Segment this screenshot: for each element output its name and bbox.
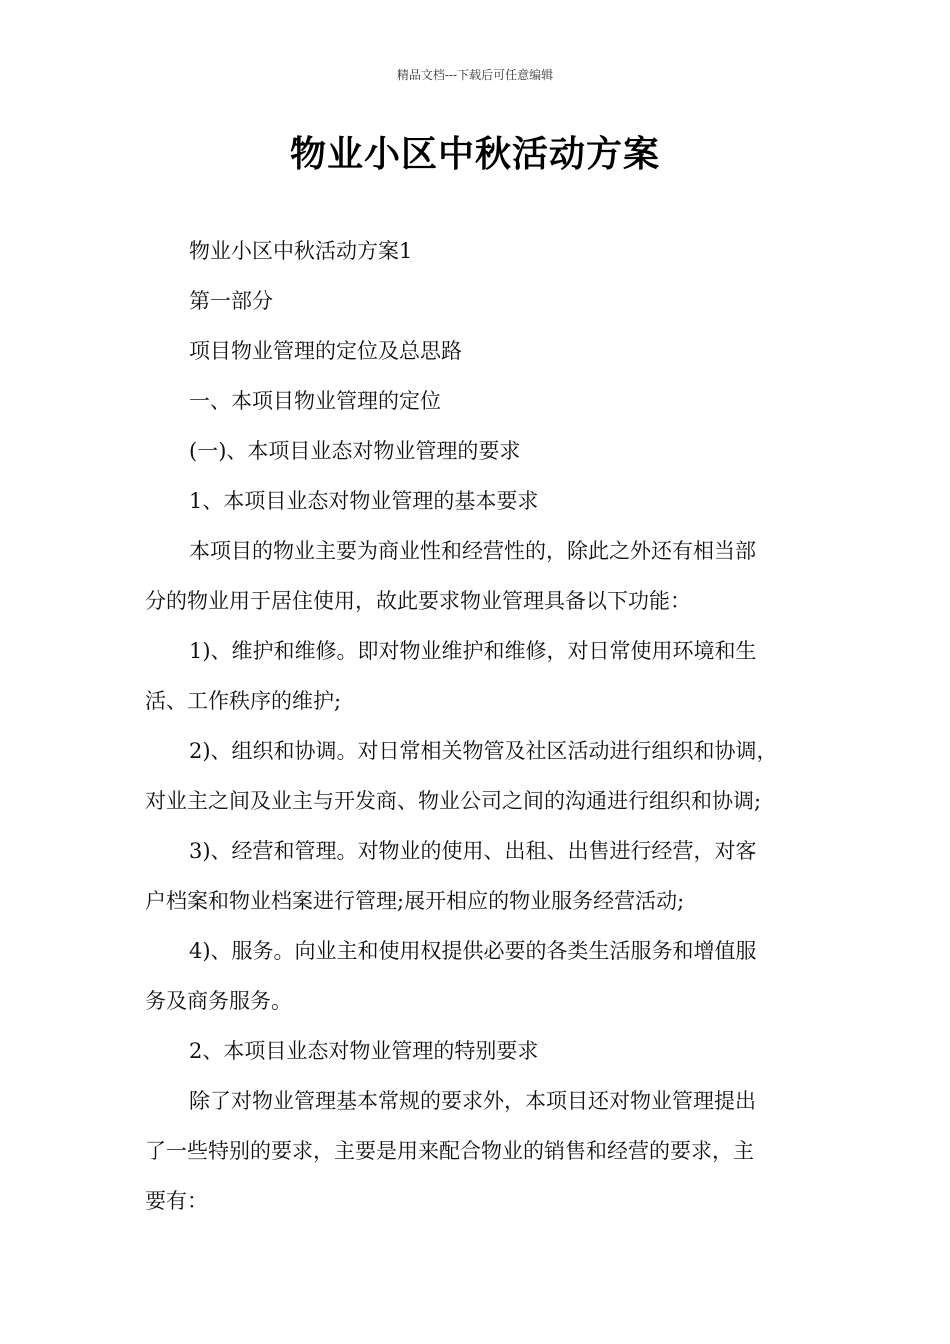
body-line: 物业小区中秋活动方案1 [189, 239, 413, 263]
body-line: 分的物业用于居住使用，故此要求物业管理具备以下功能： [145, 589, 691, 613]
body-line: 户档案和物业档案进行管理;展开相应的物业服务经营活动; [145, 889, 685, 913]
body-line: 务及商务服务。 [145, 989, 292, 1013]
document-body [145, 226, 835, 1226]
body-line: 除了对物业管理基本常规的要求外，本项目还对物业管理提出 [189, 1089, 756, 1113]
body-line: 要有： [145, 1189, 208, 1213]
body-line: 一、本项目物业管理的定位 [189, 389, 441, 413]
document-title: 物业小区中秋活动方案 [289, 134, 660, 175]
body-line: 1、本项目业态对物业管理的基本要求 [189, 489, 539, 513]
body-line: 3)、经营和管理。对物业的使用、出租、出售进行经营，对客 [189, 839, 757, 863]
body-line: 活、工作秩序的维护; [145, 689, 342, 713]
body-line: (一)、本项目业态对物业管理的要求 [189, 439, 521, 463]
body-line: 2、本项目业态对物业管理的特别要求 [189, 1039, 539, 1063]
body-line: 4)、服务。向业主和使用权提供必要的各类生活服务和增值服 [189, 939, 757, 963]
body-line: 1)、维护和维修。即对物业维护和维修，对日常使用环境和生 [189, 639, 757, 663]
body-line: 项目物业管理的定位及总思路 [189, 339, 462, 363]
page-header: 精品文档---下载后可任意编辑 [396, 68, 554, 82]
body-line: 2)、组织和协调。对日常相关物管及社区活动进行组织和协调， [189, 739, 778, 763]
body-line: 本项目的物业主要为商业性和经营性的，除此之外还有相当部 [189, 539, 756, 563]
body-line: 第一部分 [189, 289, 273, 313]
body-line: 了一些特别的要求，主要是用来配合物业的销售和经营的要求，主 [145, 1139, 754, 1163]
body-line: 对业主之间及业主与开发商、物业公司之间的沟通进行组织和协调; [145, 789, 762, 813]
